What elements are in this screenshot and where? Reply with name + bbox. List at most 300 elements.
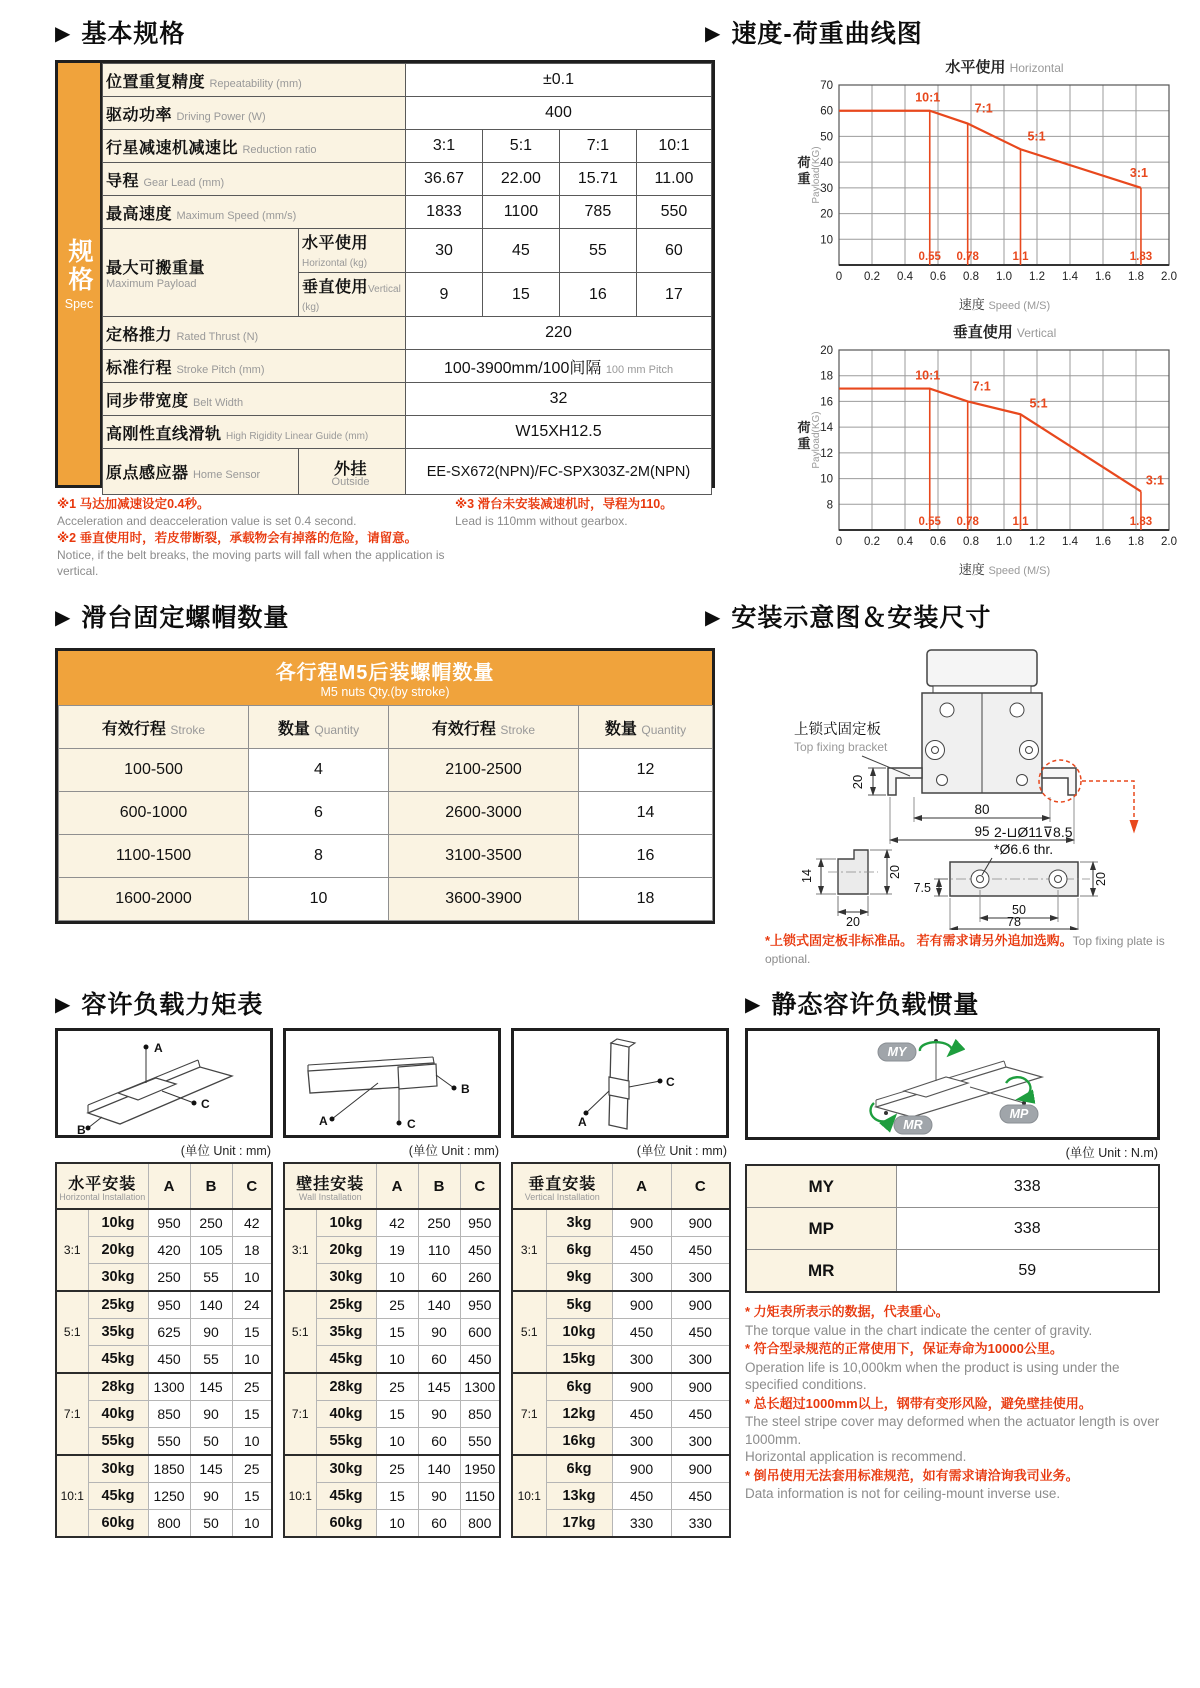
weight-cell: 3kg	[546, 1209, 612, 1237]
svg-text:重: 重	[797, 436, 811, 451]
value-cell: 42	[232, 1209, 272, 1237]
moment-row	[56, 1510, 272, 1538]
weight-cell: 45kg	[316, 1483, 376, 1510]
svg-text:Payload(KG): Payload(KG)	[811, 411, 822, 469]
value-cell: 1150	[460, 1483, 500, 1510]
value-cell: 950	[460, 1209, 500, 1237]
dim-20b: 20	[888, 865, 902, 879]
value-cell: 450	[671, 1483, 730, 1510]
spec-value: 9	[406, 273, 483, 317]
value-cell: 10	[376, 1346, 418, 1374]
value-cell: 900	[671, 1209, 730, 1237]
value-cell: 450	[612, 1483, 671, 1510]
value-cell: 300	[612, 1346, 671, 1374]
spec-value: 55	[559, 229, 636, 273]
my-label: MY	[887, 1045, 907, 1059]
nut-table	[58, 705, 713, 921]
svg-text:荷: 荷	[797, 155, 811, 170]
motor-block	[927, 650, 1037, 686]
value-cell: 59	[896, 1250, 1159, 1293]
spec-label: 位置重复精度 Repeatability (mm)	[103, 64, 406, 97]
inertia-notes	[745, 1302, 1160, 1503]
svg-text:0.78: 0.78	[956, 516, 979, 528]
svg-text:0: 0	[835, 271, 843, 283]
value-cell: 10	[232, 1264, 272, 1292]
weight-cell: 20kg	[88, 1237, 148, 1264]
svg-text:50: 50	[820, 131, 833, 144]
spec-value: 15	[482, 273, 559, 317]
dim-20d: 20	[1094, 872, 1108, 886]
value-cell: 900	[612, 1455, 671, 1483]
ratio-cell: 5:1	[284, 1291, 316, 1373]
spec-value: 30	[406, 229, 483, 273]
ratio-cell: 10:1	[284, 1455, 316, 1537]
col-header: C	[671, 1163, 730, 1209]
moment-row	[56, 1319, 272, 1346]
note-zh: *上锁式固定板非标准品。 若有需求请另外追加选购。	[765, 933, 1073, 948]
ratio-cell: 5:1	[512, 1291, 546, 1373]
weight-cell: 6kg	[546, 1237, 612, 1264]
moment-col-wall	[283, 1028, 501, 1538]
weight-cell: 28kg	[88, 1373, 148, 1401]
value-cell: 25	[376, 1373, 418, 1401]
value-cell: 330	[612, 1510, 671, 1538]
weight-cell: 30kg	[316, 1264, 376, 1292]
svg-text:20: 20	[820, 345, 833, 357]
moment-axis-cell: MR	[746, 1250, 896, 1293]
left-bracket	[888, 768, 922, 795]
svg-text:16: 16	[820, 396, 833, 409]
moment-row	[56, 1237, 272, 1264]
col-header: 数量 Quantity	[579, 706, 713, 749]
unit-label: (单位 Unit : mm)	[180, 1144, 271, 1158]
svg-text:1.83: 1.83	[1129, 516, 1153, 528]
weight-cell: 25kg	[316, 1291, 376, 1319]
value-cell: 900	[671, 1455, 730, 1483]
moment-col-horizontal	[55, 1028, 273, 1538]
svg-text:0.6: 0.6	[930, 536, 946, 548]
value-cell: 950	[148, 1291, 190, 1319]
note-line: Operation life is 10,000km when the product is using under the specified conditions.	[745, 1359, 1120, 1393]
note-line: ※2 垂直使用时，若皮带断裂，承载物会有掉落的危险，请留意。	[57, 531, 418, 546]
point-b-label: B	[461, 1082, 470, 1096]
x-axis-label: 速度 Speed (M/S)	[958, 562, 1051, 577]
nut-table-header: 各行程M5后装螺帽数量 M5 nuts Qty.(by stroke)	[58, 651, 712, 705]
svg-text:12: 12	[820, 447, 833, 460]
ratio-cell: 7:1	[512, 1373, 546, 1455]
svg-text:0.4: 0.4	[897, 536, 913, 548]
value-cell: 450	[671, 1319, 730, 1346]
inertia-block	[745, 1028, 1160, 1503]
value-cell: 300	[671, 1264, 730, 1292]
weight-cell: 45kg	[88, 1346, 148, 1374]
value-cell: 25	[232, 1373, 272, 1401]
value-cell: 550	[460, 1428, 500, 1456]
chart-title-vertical: 垂直使用 Vertical	[952, 324, 1057, 341]
value-cell: 90	[190, 1319, 232, 1346]
weight-cell: 9kg	[546, 1264, 612, 1292]
weight-cell: 45kg	[316, 1346, 376, 1374]
spec-value: 45	[482, 229, 559, 273]
spec-value: 16	[559, 273, 636, 317]
moment-table	[283, 1162, 501, 1538]
spec-value: 1100	[482, 196, 559, 229]
section-title-speed-curve	[705, 14, 923, 50]
svg-text:3:1: 3:1	[1129, 165, 1148, 180]
svg-text:40: 40	[820, 157, 833, 170]
note-line: The steel stripe cover may deformed when the actuator length is over 1000mm.	[745, 1414, 1160, 1447]
svg-text:1.6: 1.6	[1095, 271, 1111, 283]
stroke-cell: 1100-1500	[59, 835, 249, 878]
value-cell: 900	[612, 1209, 671, 1237]
point-a-label: A	[319, 1114, 328, 1128]
spec-label: 高刚性直线滑轨 High Rigidity Linear Guide (mm)	[103, 416, 406, 449]
ratio-cell: 7:1	[284, 1373, 316, 1455]
svg-text:0.6: 0.6	[930, 271, 946, 283]
value-cell: 145	[190, 1373, 232, 1401]
weight-cell: 15kg	[546, 1346, 612, 1374]
value-cell: 1250	[148, 1483, 190, 1510]
inertia-row	[746, 1250, 1159, 1293]
detail-arrow	[1082, 781, 1134, 832]
section-title-text: 安装示意图＆安装尺寸	[731, 604, 992, 632]
weight-cell: 10kg	[88, 1209, 148, 1237]
svg-text:30: 30	[820, 182, 833, 195]
value-cell: 900	[612, 1291, 671, 1319]
spec-label: 最大可搬重量 Maximum Payload	[103, 229, 299, 317]
value-cell: 10	[376, 1428, 418, 1456]
value-cell: 450	[460, 1237, 500, 1264]
section-title-install	[705, 598, 991, 634]
note-line: ※1 马达加减速设定0.4秒。	[57, 497, 210, 511]
spec-sidebar	[58, 63, 102, 485]
moment-row	[284, 1237, 500, 1264]
value-cell: 90	[190, 1401, 232, 1428]
unit-label: (单位 Unit : mm)	[636, 1144, 727, 1158]
spec-notes-right	[455, 496, 735, 530]
triangle-icon: ▶	[55, 607, 72, 629]
note-line: ※3 滑台未安装减速机时，导程为110。	[455, 497, 673, 511]
dim-14: 14	[800, 869, 814, 883]
unit-label: (单位 Unit : N.m)	[1065, 1146, 1158, 1160]
svg-text:5:1: 5:1	[1027, 129, 1046, 144]
weight-cell: 6kg	[546, 1373, 612, 1401]
weight-cell: 45kg	[88, 1483, 148, 1510]
spec-sublabel: 外挂 Outside	[299, 449, 406, 495]
section-title-text: 静态容许负载惯量	[771, 991, 980, 1019]
stroke-cell: 100-500	[59, 749, 249, 792]
col-header: A	[148, 1163, 190, 1209]
right-bracket	[1042, 768, 1076, 795]
spec-value: 22.00	[482, 163, 559, 196]
value-cell: 950	[148, 1209, 190, 1237]
svg-text:10:1: 10:1	[915, 90, 941, 105]
nut-row	[59, 749, 713, 792]
nut-row	[59, 835, 713, 878]
value-cell: 1300	[460, 1373, 500, 1401]
value-cell: 850	[148, 1401, 190, 1428]
spec-label: 原点感应器 Home Sensor	[103, 449, 299, 495]
svg-text:0.2: 0.2	[864, 536, 880, 548]
dim-20c: 20	[846, 915, 860, 929]
weight-cell: 10kg	[546, 1319, 612, 1346]
ratio-cell: 3:1	[56, 1209, 88, 1291]
value-cell: 550	[148, 1428, 190, 1456]
dim-20: 20	[850, 774, 865, 790]
dim-50: 50	[1012, 903, 1026, 917]
note-line: Acceleration and deacceleration value is set 0.4 second.	[57, 513, 357, 528]
spec-value: 32	[406, 383, 712, 416]
dim-95: 95	[974, 824, 990, 839]
section-title-basic-spec	[55, 14, 185, 50]
moment-row	[56, 1401, 272, 1428]
triangle-icon: ▶	[55, 994, 72, 1016]
value-cell: 145	[190, 1455, 232, 1483]
note-en: Top fixing plate is optional.	[765, 934, 1165, 966]
svg-text:0.4: 0.4	[897, 271, 913, 283]
section-title-inertia	[745, 985, 979, 1021]
svg-text:0.55: 0.55	[918, 516, 941, 528]
value-cell: 10	[232, 1428, 272, 1456]
spec-value: W15XH12.5	[406, 416, 712, 449]
svg-text:1.83: 1.83	[1129, 251, 1153, 263]
spec-value: 36.67	[406, 163, 483, 196]
svg-text:0.8: 0.8	[963, 536, 979, 548]
moment-row	[284, 1428, 500, 1456]
point-b-label: B	[77, 1123, 86, 1135]
svg-text:1.0: 1.0	[996, 271, 1012, 283]
svg-text:Payload(KG): Payload(KG)	[811, 146, 822, 204]
point-c-label: C	[407, 1117, 416, 1131]
dim-7-5: 7.5	[913, 881, 931, 895]
weight-cell: 5kg	[546, 1291, 612, 1319]
qty-cell: 18	[579, 878, 713, 921]
svg-text:1.4: 1.4	[1062, 536, 1078, 548]
moment-diagram-horizontal	[55, 1028, 273, 1138]
triangle-icon: ▶	[55, 23, 72, 45]
value-cell: 1950	[460, 1455, 500, 1483]
value-cell: 55	[190, 1346, 232, 1374]
value-cell: 600	[460, 1319, 500, 1346]
point-c-label: C	[201, 1097, 210, 1111]
spec-value: 100-3900mm/100间隔 100 mm Pitch	[406, 350, 712, 383]
svg-text:0.55: 0.55	[918, 251, 941, 263]
moment-row	[512, 1291, 730, 1319]
moment-row	[512, 1209, 730, 1237]
value-cell: 19	[376, 1237, 418, 1264]
spec-value: 15.71	[559, 163, 636, 196]
value-cell: 260	[460, 1264, 500, 1292]
value-cell: 15	[376, 1319, 418, 1346]
svg-text:1.4: 1.4	[1062, 271, 1078, 283]
inertia-row	[746, 1165, 1159, 1208]
moment-row	[56, 1209, 272, 1237]
qty-cell: 6	[249, 792, 389, 835]
spec-label: 同步带宽度 Belt Width	[103, 383, 406, 416]
thru-hole-callout: *Ø6.6 thr.	[994, 841, 1054, 857]
dim-78: 78	[1007, 915, 1021, 929]
mp-label: MP	[1009, 1107, 1029, 1121]
spec-label: 行星减速机减速比 Reduction ratio	[103, 130, 406, 163]
value-cell: 10	[376, 1510, 418, 1538]
spec-value: 400	[406, 97, 712, 130]
value-cell: 800	[148, 1510, 190, 1538]
moment-row	[284, 1483, 500, 1510]
spec-label: 驱动功率 Driving Power (W)	[103, 97, 406, 130]
moment-row	[284, 1373, 500, 1401]
value-cell: 300	[671, 1346, 730, 1374]
basic-spec-table-wrap	[55, 60, 715, 488]
svg-text:2.0: 2.0	[1161, 271, 1177, 283]
weight-cell: 17kg	[546, 1510, 612, 1538]
value-cell: 10	[376, 1264, 418, 1292]
moment-col-vertical	[511, 1028, 729, 1538]
col-header: A	[376, 1163, 418, 1209]
moment-row	[284, 1291, 500, 1319]
svg-text:60: 60	[820, 105, 833, 118]
value-cell: 450	[671, 1401, 730, 1428]
sidebar-zh: 规格	[65, 237, 93, 294]
weight-cell: 55kg	[316, 1428, 376, 1456]
spec-value: 550	[636, 196, 711, 229]
ratio-cell: 3:1	[512, 1209, 546, 1291]
inertia-table	[745, 1164, 1160, 1293]
value-cell: 900	[612, 1373, 671, 1401]
col-header: 有效行程 Stroke	[59, 706, 249, 749]
svg-text:1.2: 1.2	[1029, 536, 1045, 548]
value-cell: 950	[460, 1291, 500, 1319]
value-cell: 90	[418, 1319, 460, 1346]
value-cell: 250	[418, 1209, 460, 1237]
vertical-curve-chart	[793, 344, 1178, 556]
value-cell: 338	[896, 1165, 1159, 1208]
moment-row	[56, 1291, 272, 1319]
moment-row	[284, 1346, 500, 1374]
value-cell: 338	[896, 1208, 1159, 1250]
stroke-cell: 3100-3500	[389, 835, 579, 878]
value-cell: 60	[418, 1264, 460, 1292]
moment-diagram-wall	[283, 1028, 501, 1138]
note-line: * 力矩表所表示的数据，代表重心。	[745, 1304, 949, 1319]
svg-text:0.2: 0.2	[864, 271, 880, 283]
svg-text:10: 10	[820, 473, 833, 486]
point-a-label: A	[154, 1041, 163, 1055]
note-line: Notice, if the belt breaks, the moving parts will fall when the application is vertical.	[57, 547, 445, 579]
svg-text:2.0: 2.0	[1161, 536, 1177, 548]
value-cell: 900	[671, 1373, 730, 1401]
spec-value: 17	[636, 273, 711, 317]
speed-load-charts	[793, 56, 1178, 578]
spec-value: 220	[406, 317, 712, 350]
value-cell: 15	[232, 1401, 272, 1428]
qty-cell: 8	[249, 835, 389, 878]
value-cell: 140	[190, 1291, 232, 1319]
col-header: B	[190, 1163, 232, 1209]
qty-cell: 14	[579, 792, 713, 835]
value-cell: 450	[612, 1319, 671, 1346]
value-cell: 110	[418, 1237, 460, 1264]
table-name: 水平安装 Horizontal Installation	[56, 1163, 148, 1209]
triangle-icon: ▶	[745, 994, 762, 1016]
value-cell: 450	[612, 1401, 671, 1428]
value-cell: 25	[232, 1455, 272, 1483]
moment-axis-cell: MP	[746, 1208, 896, 1250]
value-cell: 15	[376, 1483, 418, 1510]
ratio-cell: 5:1	[56, 1291, 88, 1373]
value-cell: 145	[418, 1373, 460, 1401]
svg-text:1.0: 1.0	[996, 536, 1012, 548]
value-cell: 25	[376, 1291, 418, 1319]
stroke-cell: 2600-3000	[389, 792, 579, 835]
bracket-label-en: Top fixing bracket	[794, 740, 888, 754]
ratio-cell: 10:1	[56, 1455, 88, 1537]
weight-cell: 55kg	[88, 1428, 148, 1456]
value-cell: 850	[460, 1401, 500, 1428]
spec-value: EE-SX672(NPN)/FC-SPX303Z-2M(NPN)	[406, 449, 712, 495]
weight-cell: 12kg	[546, 1401, 612, 1428]
note-line: * 倒吊使用无法套用标准规范，如有需求请洽询我司业务。	[745, 1467, 1079, 1483]
value-cell: 450	[148, 1346, 190, 1374]
value-cell: 10	[232, 1346, 272, 1374]
svg-text:14: 14	[820, 422, 833, 435]
note-line: * 总长超过1000mm以上，钢带有变形风险，避免壁挂使用。	[745, 1395, 1092, 1411]
section-title-nut-qty	[55, 598, 289, 634]
spec-value: ±0.1	[406, 64, 712, 97]
spec-label: 定格推力 Rated Thrust (N)	[103, 317, 406, 350]
section-title-text: 容许负载力矩表	[81, 991, 264, 1019]
value-cell: 55	[190, 1264, 232, 1292]
value-cell: 50	[190, 1428, 232, 1456]
section-title-text: 速度-荷重曲线图	[731, 20, 923, 48]
spec-value: 785	[559, 196, 636, 229]
value-cell: 140	[418, 1291, 460, 1319]
col-header: C	[232, 1163, 272, 1209]
weight-cell: 40kg	[88, 1401, 148, 1428]
weight-cell: 30kg	[316, 1455, 376, 1483]
qty-cell: 10	[249, 878, 389, 921]
moment-row	[284, 1510, 500, 1538]
weight-cell: 10kg	[316, 1209, 376, 1237]
stroke-cell: 3600-3900	[389, 878, 579, 921]
spec-sublabel: 垂直使用Vertical (kg)	[299, 273, 406, 317]
install-note	[765, 930, 1195, 968]
value-cell: 60	[418, 1428, 460, 1456]
moment-row	[512, 1455, 730, 1483]
moment-row	[284, 1319, 500, 1346]
bracket-label-zh: 上锁式固定板	[794, 722, 881, 738]
value-cell: 140	[418, 1455, 460, 1483]
moment-row	[512, 1373, 730, 1401]
spec-label: 导程 Gear Lead (mm)	[103, 163, 406, 196]
moment-row	[56, 1483, 272, 1510]
value-cell: 18	[232, 1237, 272, 1264]
weight-cell: 35kg	[88, 1319, 148, 1346]
value-cell: 60	[418, 1346, 460, 1374]
svg-text:7:1: 7:1	[972, 379, 991, 394]
value-cell: 10	[232, 1510, 272, 1538]
qty-cell: 12	[579, 749, 713, 792]
triangle-icon: ▶	[705, 23, 722, 45]
note-line: * 符合型录规范的正常使用下，保证寿命为10000公里。	[745, 1341, 1063, 1357]
spec-value: 60	[636, 229, 711, 273]
svg-text:0: 0	[835, 536, 843, 548]
section-title-text: 基本规格	[81, 20, 186, 48]
svg-text:8: 8	[826, 499, 833, 512]
svg-text:3:1: 3:1	[1145, 473, 1164, 488]
value-cell: 90	[418, 1401, 460, 1428]
weight-cell: 28kg	[316, 1373, 376, 1401]
table-name: 垂直安装 Vertical Installation	[512, 1163, 612, 1209]
